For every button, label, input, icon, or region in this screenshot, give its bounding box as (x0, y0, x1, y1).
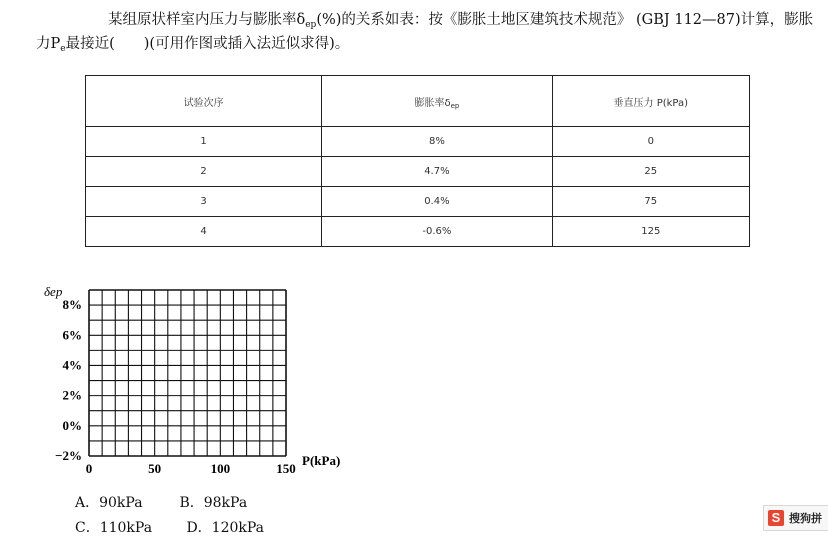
y-tick-label: −2% (55, 448, 82, 463)
y-tick-label: 2% (62, 387, 82, 403)
table-cell: 4.7% (322, 157, 552, 187)
y-tick-label: 8% (62, 297, 82, 313)
table-cell: 0.4% (322, 187, 552, 217)
table-row (86, 157, 750, 187)
question-part3: 最接近( )(可用作图或插入法近似求得)。 (65, 36, 350, 52)
y-tick-label: 4% (62, 357, 82, 373)
grid-chart (40, 280, 360, 480)
table-cell: 25 (552, 157, 749, 187)
table-cell: 1 (86, 127, 322, 157)
x-tick-label: 50 (148, 461, 162, 476)
y-axis-label: δep (44, 284, 63, 299)
chart-grid (89, 290, 286, 456)
options-row-1 (75, 492, 247, 514)
y-tick-label: 6% (62, 327, 82, 343)
table-cell: 125 (552, 217, 749, 247)
y-tick-label: 0% (62, 417, 82, 433)
table-cell: 3 (86, 187, 322, 217)
x-tick-label: 150 (276, 461, 296, 476)
data-table (85, 75, 750, 247)
question-text (36, 8, 816, 56)
table-cell: -0.6% (322, 217, 552, 247)
header-expansion-rate: 膨胀率$\delta_{ep}$ (322, 76, 552, 127)
option-b[interactable]: B．98kPa (179, 495, 248, 511)
question-sub-ep: ep (305, 20, 317, 30)
header-test-order: 试验次序 (86, 76, 322, 127)
ime-toolbar[interactable] (763, 505, 828, 531)
question-part1: 某组原状样室内压力与膨胀率δ (108, 12, 306, 28)
header-pressure: 垂直压力 P(kPa) (552, 76, 749, 127)
question-sub-e: e (60, 44, 66, 54)
sogou-logo-icon: S (768, 510, 784, 526)
option-c[interactable]: C．110kPa (75, 520, 153, 536)
x-axis-label: P(kPa) (302, 453, 341, 468)
table-row (86, 187, 750, 217)
table-header-row (86, 76, 750, 127)
table-row (86, 127, 750, 157)
x-tick-label: 100 (210, 461, 231, 476)
question-part2: (%)的关系如表：按《膨胀土地区建筑技术规范》 (GBJ 112—87)计算，膨胀力P (36, 12, 814, 52)
x-tick-label: 0 (85, 461, 93, 476)
options-row-2 (75, 517, 264, 539)
ime-label: 搜狗拼 (789, 512, 822, 525)
option-a[interactable]: A．90kPa (75, 495, 143, 511)
table-cell: 0 (552, 127, 749, 157)
table-cell: 2 (86, 157, 322, 187)
table-row (86, 217, 750, 247)
table-cell: 75 (552, 187, 749, 217)
option-d[interactable]: D．120kPa (186, 520, 265, 536)
table-cell: 8% (322, 127, 552, 157)
table-cell: 4 (86, 217, 322, 247)
